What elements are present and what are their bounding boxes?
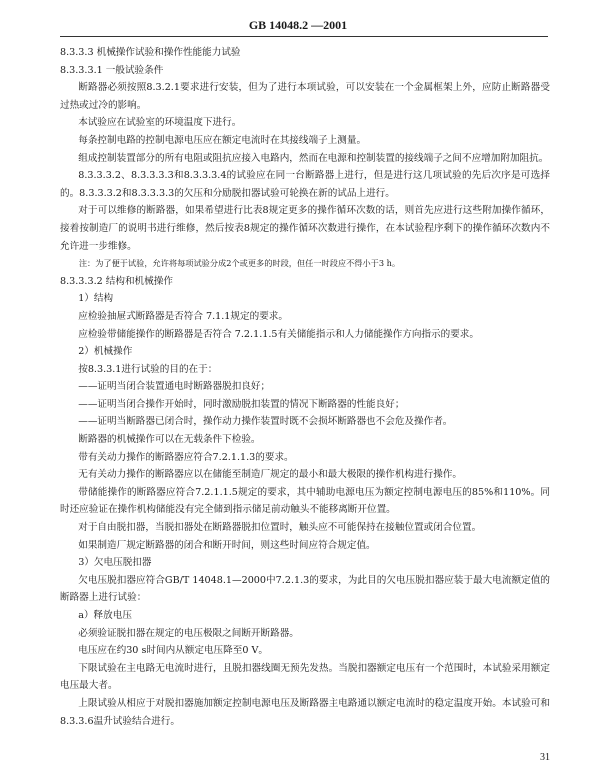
clause-heading: 8.3.3.3 机械操作试验和操作性能能力试验: [60, 47, 241, 58]
paragraph: 2）机械操作: [78, 346, 133, 358]
paragraph: 8.3.3.3.2、8.3.3.3.3和8.3.3.3.4的试验应在同一台断路器上进行，但是进行这几项试验的先后次序是可选择的。8.3.3.3.2和8.3.3.3.3的欠压和分励脱扣器试验可轮换在新的试品上进行。: [60, 170, 550, 199]
paragraph: 上限试验从相应于对脱扣器施加额定控制电源电压及断路器主电路通以额定电流时的稳定温度开始。本试验可和8.3.3.6温升试验结合进行。: [60, 697, 550, 727]
paragraph: 带有关动力操作的断路器应符合7.2.1.1.3的要求。: [78, 451, 294, 463]
paragraph: 断路器的机械操作可以在无载条件下检验。: [78, 434, 261, 446]
paragraph: 对于可以维修的断路器，如果希望进行比表8规定更多的操作循环次数的话，则首先应进行这些附加操作循环，接着按制造厂的说明书进行维修，然后按表8规定的操作循环次数进行操作，在本试验程序剩下的操作循环次数内不允许进一步维修。: [60, 205, 550, 252]
paragraph: ——证明当闭合装置通电时断路器脱扣良好；: [78, 381, 271, 393]
page-number: 31: [540, 752, 550, 763]
paragraph: 按8.3.3.1进行试验的目的在于：: [78, 363, 218, 375]
paragraph: 电压应在约30 s时间内从额定电压降至0 V。: [78, 645, 268, 657]
note-text: 注：为了便于试验，允许将每项试验分成2个或更多的时段，但任一时段应不得小于3 h。: [78, 258, 401, 269]
document-body: [60, 44, 550, 730]
page-header: [0, 18, 596, 33]
header-rule: [60, 36, 548, 37]
paragraph: 欠电压脱扣器应符合GB/T 14048.1—2000中7.2.1.3的要求，为此目的欠电压脱扣器应装于最大电流额定值的断路器上进行试验：: [60, 574, 550, 604]
paragraph: 每条控制电路的控制电源电压应在额定电流时在其接线端子上测量。: [78, 134, 367, 146]
paragraph: 应检验带储能操作的断路器是否符合 7.2.1.1.5有关储能指示和人力储能操作方向指示的要求。: [78, 328, 479, 340]
paragraph: 3）欠电压脱扣器: [78, 557, 152, 569]
paragraph: ——证明当闭合操作开始时，同时激励脱扣装置的情况下断路器的性能良好；: [78, 398, 405, 410]
standard-number: GB 14048.2 —2001: [248, 18, 348, 32]
clause-heading: 8.3.3.3.1 一般试验条件: [60, 64, 164, 76]
paragraph: 组成控制装置部分的所有电阻或阻抗应接入电路内，然而在电源和控制装置的接线端子之间不应增加附加阻抗。: [78, 152, 549, 164]
paragraph: 必须验证脱扣器在规定的电压极限之间断开断路器。: [78, 627, 299, 639]
paragraph: 如果制造厂规定断路器的闭合和断开时间，则这些时间应符合规定值。: [78, 539, 376, 551]
paragraph: 无有关动力操作的断路器应以在储能至制造厂规定的最小和最大极限的操作机构进行操作。: [78, 469, 462, 481]
paragraph: ——证明当断路器已闭合时，操作动力操作装置时既不会损坏断路器也不会危及操作者。: [78, 416, 453, 428]
paragraph: 应检验抽屉式断路器是否符合 7.1.1规定的要求。: [78, 310, 288, 322]
clause-heading: 8.3.3.3.2 结构和机械操作: [60, 275, 173, 287]
paragraph: 带储能操作的断路器应符合7.2.1.1.5规定的要求，其中辅助电源电压为额定控制电源电压的85%和110%。同时还应验证在操作机构储能没有完全储到指示储足前动触头不能移离断开位置。: [60, 486, 550, 516]
paragraph: 本试验应在试验室的环境温度下进行。: [78, 117, 242, 129]
paragraph: 下限试验在主电路无电流时进行，且脱扣器线圈无预先发热。当脱扣器额定电压有一个范围时，本试验采用额定电压最大者。: [60, 662, 550, 692]
paragraph: 1）结构: [78, 293, 114, 305]
paragraph: a）释放电压: [78, 610, 132, 621]
paragraph: 断路器必须按照8.3.2.1要求进行安装，但为了进行本项试验，可以安装在一个金属框架上外，应防止断路器受过热或过冷的影响。: [60, 82, 550, 111]
paragraph: 对于自由脱扣器，当脱扣器处在断路器脱扣位置时，触头应不可能保持在接触位置或闭合位置。: [78, 522, 482, 534]
